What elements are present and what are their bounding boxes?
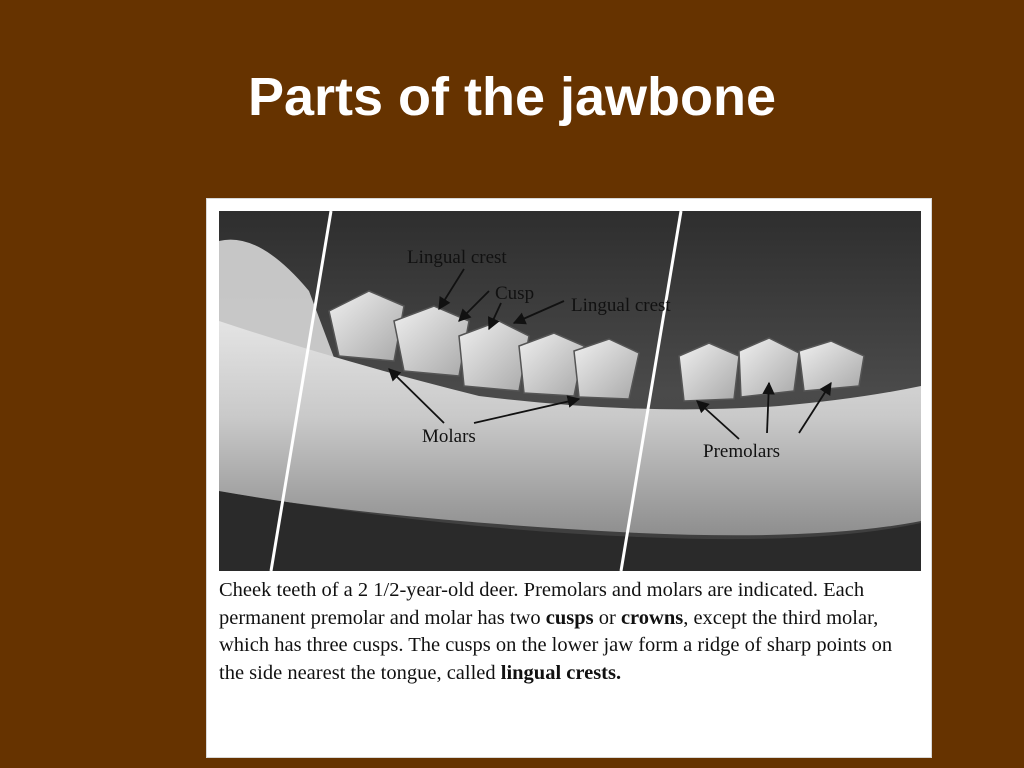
caption-text-3: , except the third molar, which has three cusps. The cusps on the lower jaw form a ridge of sharp points on the side nearest the tongue, called [219,606,893,684]
figure-frame [206,198,932,758]
label-lingual-crest-right: Lingual crest [571,295,671,316]
label-premolars: Premolars [703,441,781,462]
label-cusp: Cusp [495,283,535,304]
caption-bold-lingual-crests: lingual crests. [500,661,622,684]
slide-title: Parts of the jawbone [247,67,777,127]
caption-bold-cusps: cusps [545,606,594,629]
caption-text-1: Cheek teeth of a 2 1/2-year-old deer. Premolars and molars are indicated. Each permanent premolar and molar has two [219,579,865,629]
figure-caption [219,577,921,687]
label-lingual-crest-top: Lingual crest [407,247,507,268]
label-molars: Molars [422,426,476,447]
caption-bold-crowns: crowns [620,606,684,629]
caption-text-2: or [593,606,621,629]
jawbone-photo [219,211,921,571]
